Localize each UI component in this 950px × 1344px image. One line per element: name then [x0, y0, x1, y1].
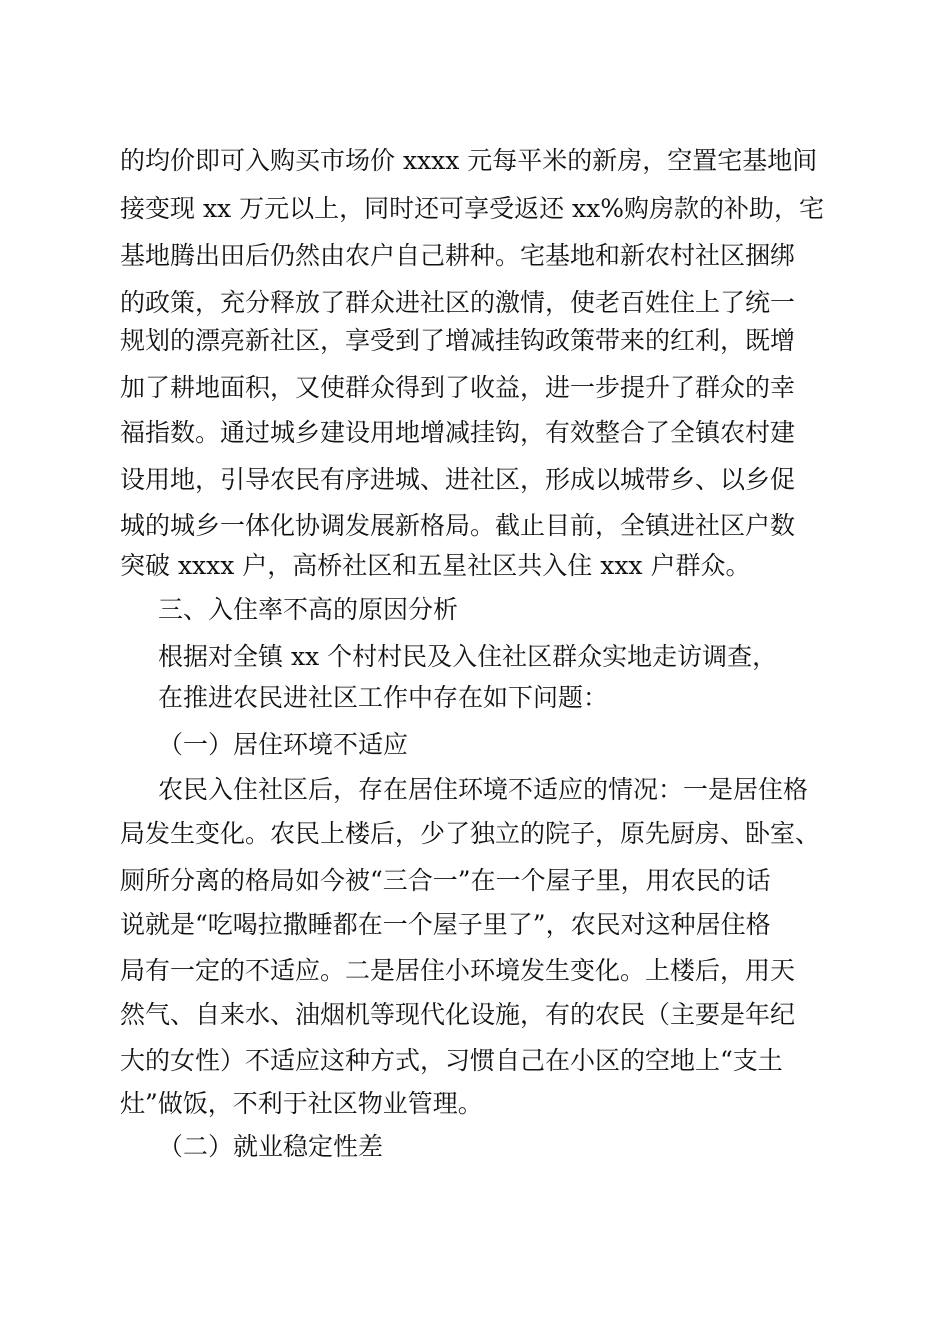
body-line: 规划的漂亮新社区，享受到了增减挂钩政策带来的红利，既增: [120, 326, 796, 355]
section-heading: 三、入住率不高的原因分析: [158, 595, 459, 624]
body-line: 灶”做饭，不利于社区物业管理。: [120, 1089, 483, 1118]
body-line: 城的城乡一体化协调发展新格局。截止目前，全镇进社区户数: [120, 511, 796, 540]
body-line: 大的女性）不适应这种方式，习惯自己在小区的空地上“支土: [120, 1046, 783, 1075]
body-line: 然气、自来水、油烟机等现代化设施，有的农民（主要是年纪: [120, 1000, 796, 1029]
body-line: 的政策，充分释放了群众进社区的激情，使老百姓住上了统一: [120, 288, 796, 317]
body-line: 农民入住社区后，存在居住环境不适应的情况：一是居住格: [158, 775, 809, 804]
body-line: 局有一定的不适应。二是居住小环境发生变化。上楼后，用天: [120, 956, 796, 985]
body-line: 设用地，引导农民有序进城、进社区，形成以城带乡、以乡促: [120, 465, 796, 494]
body-line: 加了耕地面积，又使群众得到了收益，进一步提升了群众的幸: [120, 373, 796, 402]
body-line: 接变现 xx 万元以上，同时还可享受返还 xx%购房款的补助，宅: [120, 194, 824, 223]
body-line: 局发生变化。农民上楼后，少了独立的院子，原先厨房、卧室、: [120, 819, 821, 848]
body-line: 的均价即可入购买市场价 xxxx 元每平米的新房，空置宅基地间: [120, 146, 818, 175]
body-line: 突破 xxxx 户，高桥社区和五星社区共入住 xxx 户群众。: [120, 551, 751, 580]
intro-line: 根据对全镇 xx 个村村民及入住社区群众实地走访调查，: [158, 642, 778, 671]
intro-line: 在推进农民进社区工作中存在如下问题：: [158, 683, 609, 712]
body-line: 福指数。通过城乡建设用地增减挂钩，有效整合了全镇农村建: [120, 418, 796, 447]
body-line: 说就是“吃喝拉撒睡都在一个屋子里了”，农民对这种居住格: [120, 910, 771, 939]
body-line: 厕所分离的格局如今被“三合一”在一个屋子里，用农民的话: [120, 866, 771, 895]
subsection-heading: （一）居住环境不适应: [158, 730, 409, 759]
subsection-heading: （二）就业稳定性差: [158, 1132, 384, 1161]
body-line: 基地腾出田后仍然由农户自己耕种。宅基地和新农村社区捆绑: [120, 241, 796, 270]
